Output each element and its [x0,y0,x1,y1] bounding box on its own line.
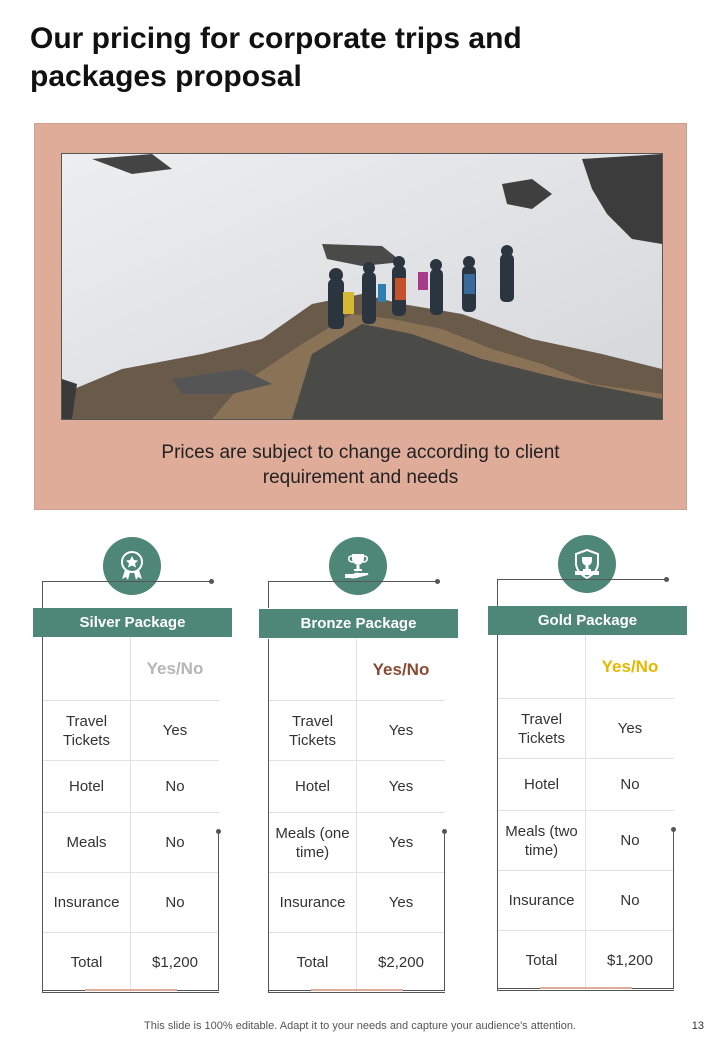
feature-value: No [165,834,185,851]
table-row [498,811,674,871]
feature-value: $1,200 [607,952,653,969]
feature-value: No [165,894,185,911]
table-row [269,813,445,873]
frame-dot [209,579,214,584]
frame-dot [671,827,676,832]
frame-top-line [268,581,438,582]
feature-value: No [620,776,640,793]
feature-value: No [620,832,640,849]
accent-underline [85,989,177,991]
table-row [43,761,219,813]
frame-top-line [497,579,667,580]
pricing-disclaimer: Prices are subject to change according to client requirement and needs [161,442,560,488]
feature-label: Insurance [269,873,357,932]
frame-right-line [673,830,674,989]
frame-top-line [42,581,212,582]
table-row [43,813,219,873]
feature-value: Yes [617,720,643,737]
frame-right-line [444,832,445,991]
package-name: Silver Package [33,608,232,637]
feature-label: Insurance [498,871,586,930]
feature-value: Yes [388,722,414,739]
feature-value: Yes [388,894,414,911]
table-row [498,759,674,811]
table-row [269,639,445,701]
table-row [498,699,674,759]
accent-underline [311,989,403,991]
table-row [43,933,219,992]
feature-value: $1,200 [152,954,198,971]
feature-value: Yes [388,834,414,851]
footer-note: This slide is 100% editable. Adapt it to your needs and capture your audience's attention. [144,1020,576,1032]
frame-left-line [497,579,498,606]
bronze-package-card [259,537,474,997]
page-title: Our pricing for corporate trips and packages proposal [30,22,522,93]
feature-label: Total [269,933,357,992]
table-row [43,873,219,933]
hikers-photo-illustration [62,154,662,419]
table-row [43,701,219,761]
gold-package-card [488,535,703,995]
ribbon-award-icon [103,537,161,595]
trophy-hand-icon [329,537,387,595]
frame-dot [435,579,440,584]
silver-package-card [33,537,248,997]
yes-no-label: Yes/No [372,660,430,679]
shield-trophy-icon [558,535,616,593]
feature-label: Insurance [43,873,131,932]
table-row [269,701,445,761]
accent-underline [540,987,632,989]
feature-label: Meals [43,813,131,872]
feature-value: Yes [162,722,188,739]
feature-value: $2,200 [378,954,424,971]
feature-value: No [620,892,640,909]
table-row [43,637,219,701]
feature-label: Travel Tickets [269,701,357,760]
frame-dot [216,829,221,834]
package-name: Bronze Package [259,609,458,638]
feature-label: Hotel [43,761,131,812]
frame-left-line [268,581,269,608]
feature-label: Total [43,933,131,992]
table-row [498,635,674,699]
table-row [498,871,674,931]
table-row [269,873,445,933]
yes-no-label: Yes/No [146,659,204,678]
feature-label: Hotel [498,759,586,810]
feature-label: Travel Tickets [43,701,131,760]
feature-label: Meals (two time) [498,811,586,870]
hikers-photo [61,153,663,420]
feature-label: Total [498,931,586,990]
feature-value: Yes [388,778,414,795]
package-table [497,635,674,991]
package-name: Gold Package [488,606,687,635]
feature-label: Travel Tickets [498,699,586,758]
package-table [42,637,219,993]
feature-value: No [165,778,185,795]
frame-left-line [42,581,43,608]
feature-label: Meals (one time) [269,813,357,872]
frame-dot [664,577,669,582]
table-row [269,933,445,992]
table-row [498,931,674,990]
feature-label: Hotel [269,761,357,812]
frame-dot [442,829,447,834]
table-row [269,761,445,813]
hero-panel [34,123,687,510]
page-number: 13 [691,1020,704,1032]
frame-right-line [218,832,219,991]
yes-no-label: Yes/No [601,657,659,676]
package-table [268,639,445,993]
